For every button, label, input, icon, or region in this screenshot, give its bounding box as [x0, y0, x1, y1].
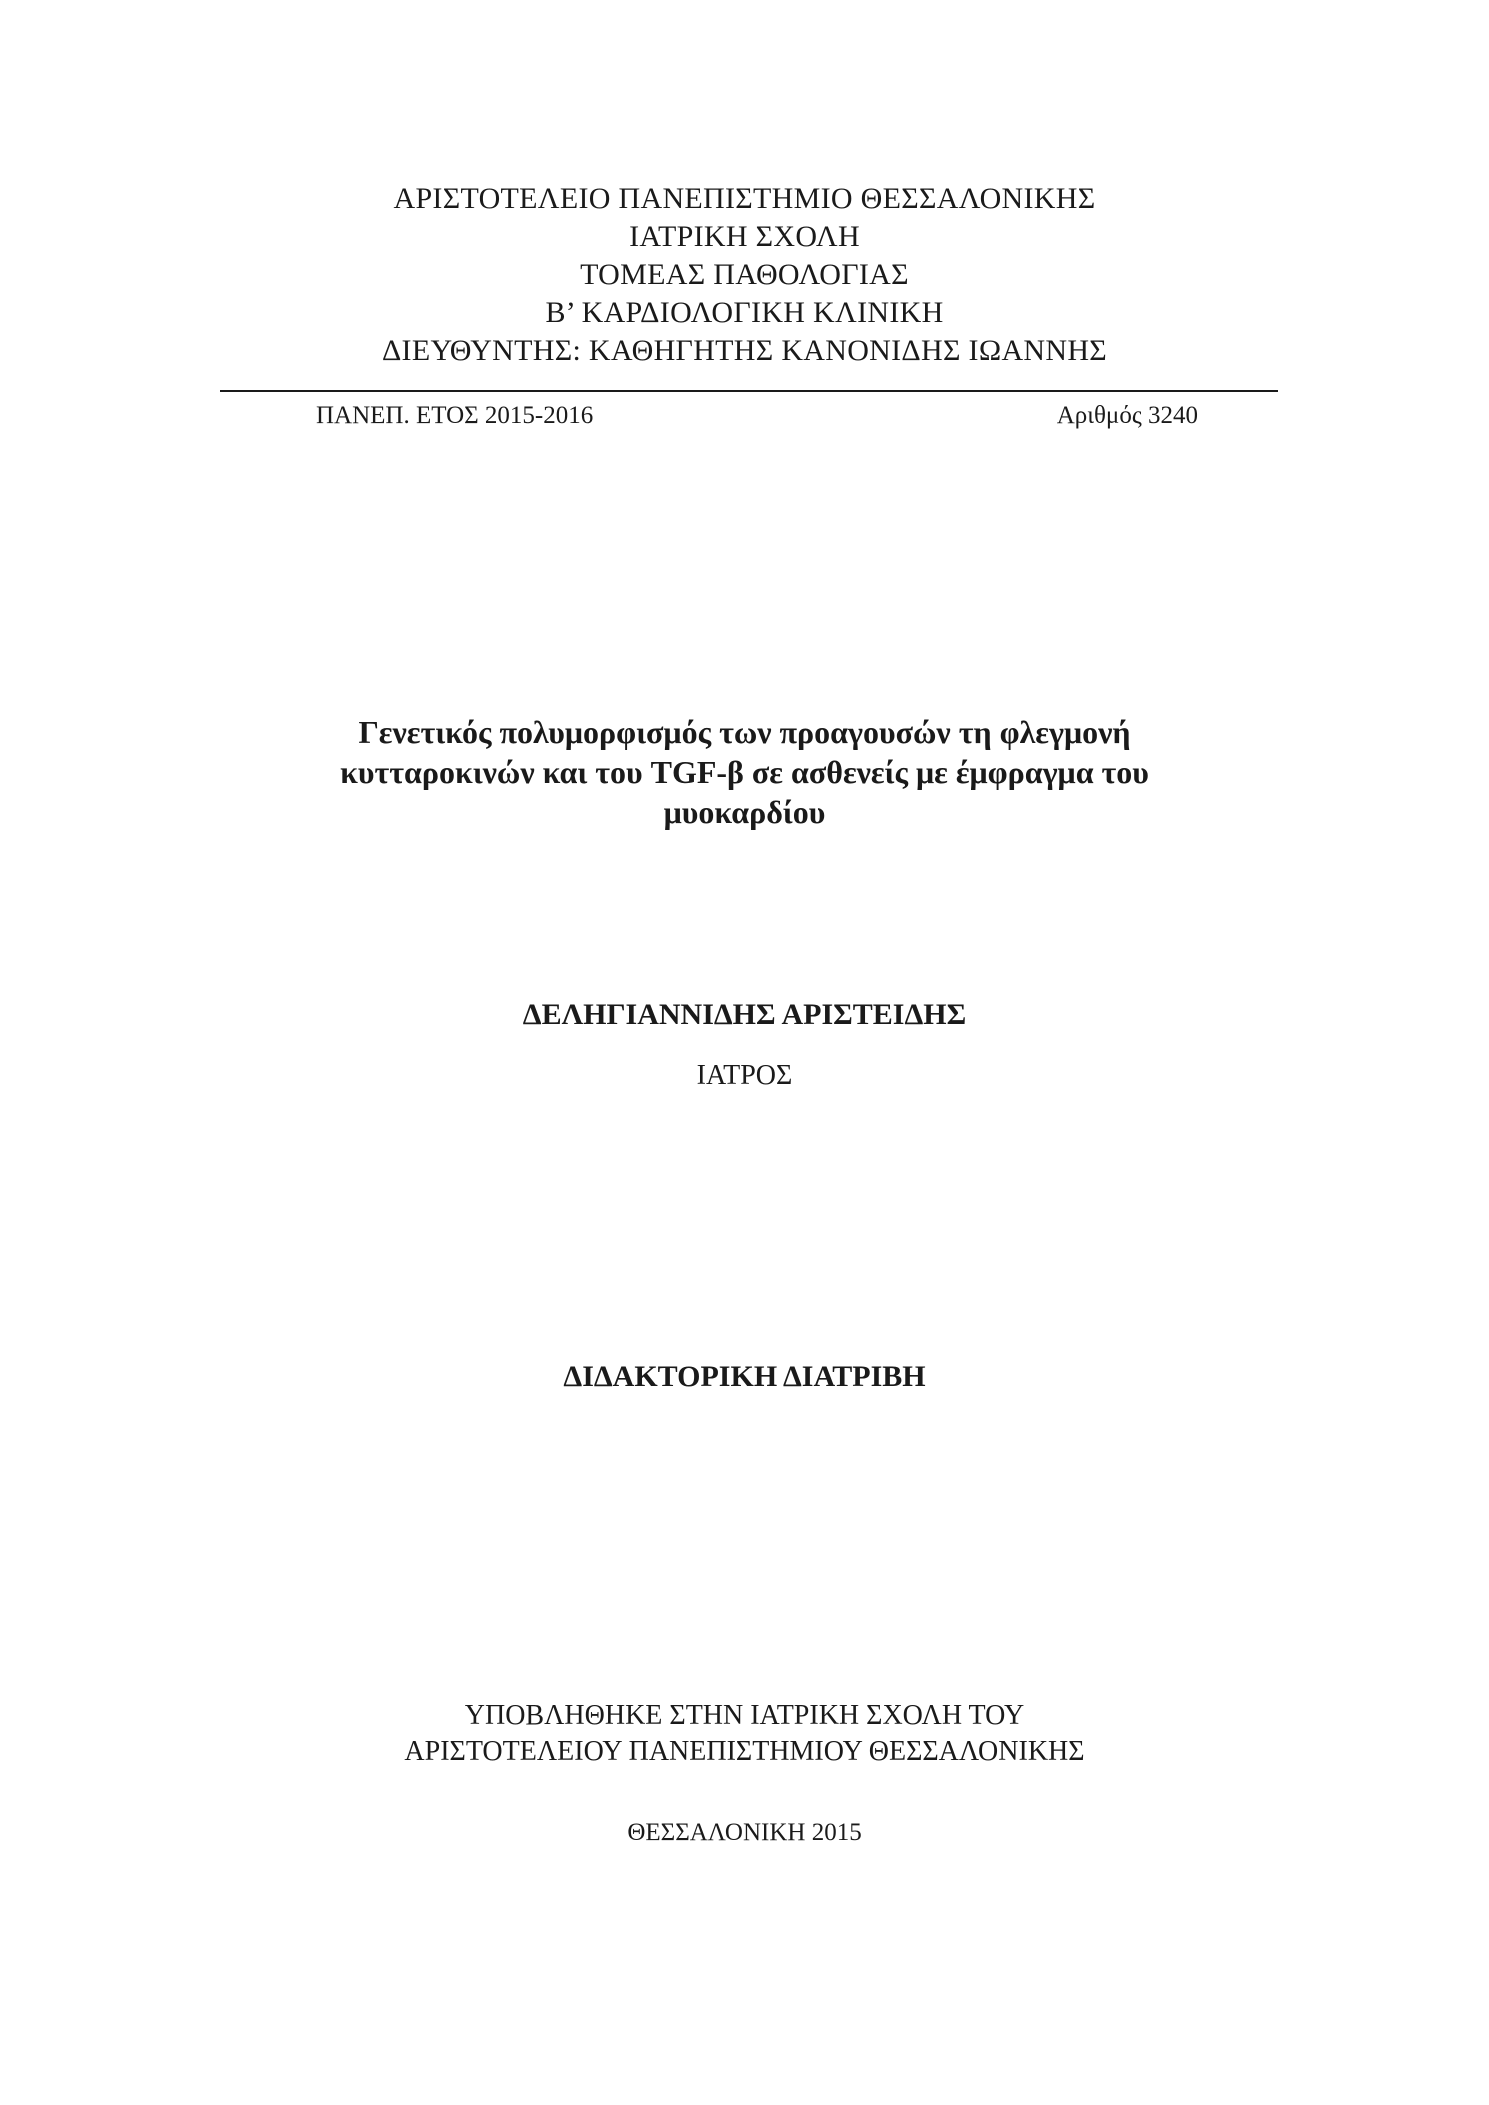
- header-divider: [220, 390, 1278, 392]
- place-and-year: ΘΕΣΣΑΛΟΝΙΚΗ 2015: [627, 1819, 862, 1846]
- clinic-name: Β’ ΚΑΡΔΙΟΛΟΓΙΚΗ ΚΛΙΝΙΚΗ: [545, 296, 944, 329]
- thesis-title-line: κυτταροκινών και του TGF-β σε ασθενείς με έμφραγμα του: [340, 754, 1149, 790]
- thesis-title-line: Γενετικός πολυμορφισμός των προαγουσών τη φλεγμονή: [358, 714, 1131, 750]
- director-line: ΔΙΕΥΘΥΝΤΗΣ: ΚΑΘΗΓΗΤΗΣ ΚΑΝΟΝΙΔΗΣ ΙΩΑΝΝΗΣ: [381, 334, 1108, 367]
- academic-year: ΠΑΝΕΠ. ΕΤΟΣ 2015-2016: [316, 402, 594, 429]
- author-role: ΙΑΤΡΟΣ: [696, 1060, 793, 1091]
- document-type: ΔΙΔΑΚΤΟΡΙΚΗ ΔΙΑΤΡΙΒΗ: [563, 1360, 926, 1393]
- university-name: ΑΡΙΣΤΟΤΕΛΕΙΟ ΠΑΝΕΠΙΣΤΗΜΙΟ ΘΕΣΣΑΛΟΝΙΚΗΣ: [393, 182, 1096, 215]
- submission-line: ΥΠΟΒΛΗΘΗΚΕ ΣΤΗΝ ΙΑΤΡΙΚΗ ΣΧΟΛΗ ΤΟΥ: [464, 1700, 1025, 1731]
- thesis-title: [0, 712, 1489, 832]
- submission-statement: [0, 1698, 1489, 1770]
- thesis-title-line: μυοκαρδίου: [663, 794, 826, 830]
- submission-line: ΑΡΙΣΤΟΤΕΛΕΙΟΥ ΠΑΝΕΠΙΣΤΗΜΙΟΥ ΘΕΣΣΑΛΟΝΙΚΗΣ: [404, 1736, 1085, 1767]
- author-name: ΔΕΛΗΓΙΑΝΝΙΔΗΣ ΑΡΙΣΤΕΙΔΗΣ: [522, 998, 967, 1031]
- institution-header: [0, 180, 1489, 370]
- thesis-number: Αριθμός 3240: [1056, 402, 1198, 429]
- department-name: ΤΟΜΕΑΣ ΠΑΘΟΛΟΓΙΑΣ: [580, 258, 909, 291]
- school-name: ΙΑΤΡΙΚΗ ΣΧΟΛΗ: [629, 220, 860, 253]
